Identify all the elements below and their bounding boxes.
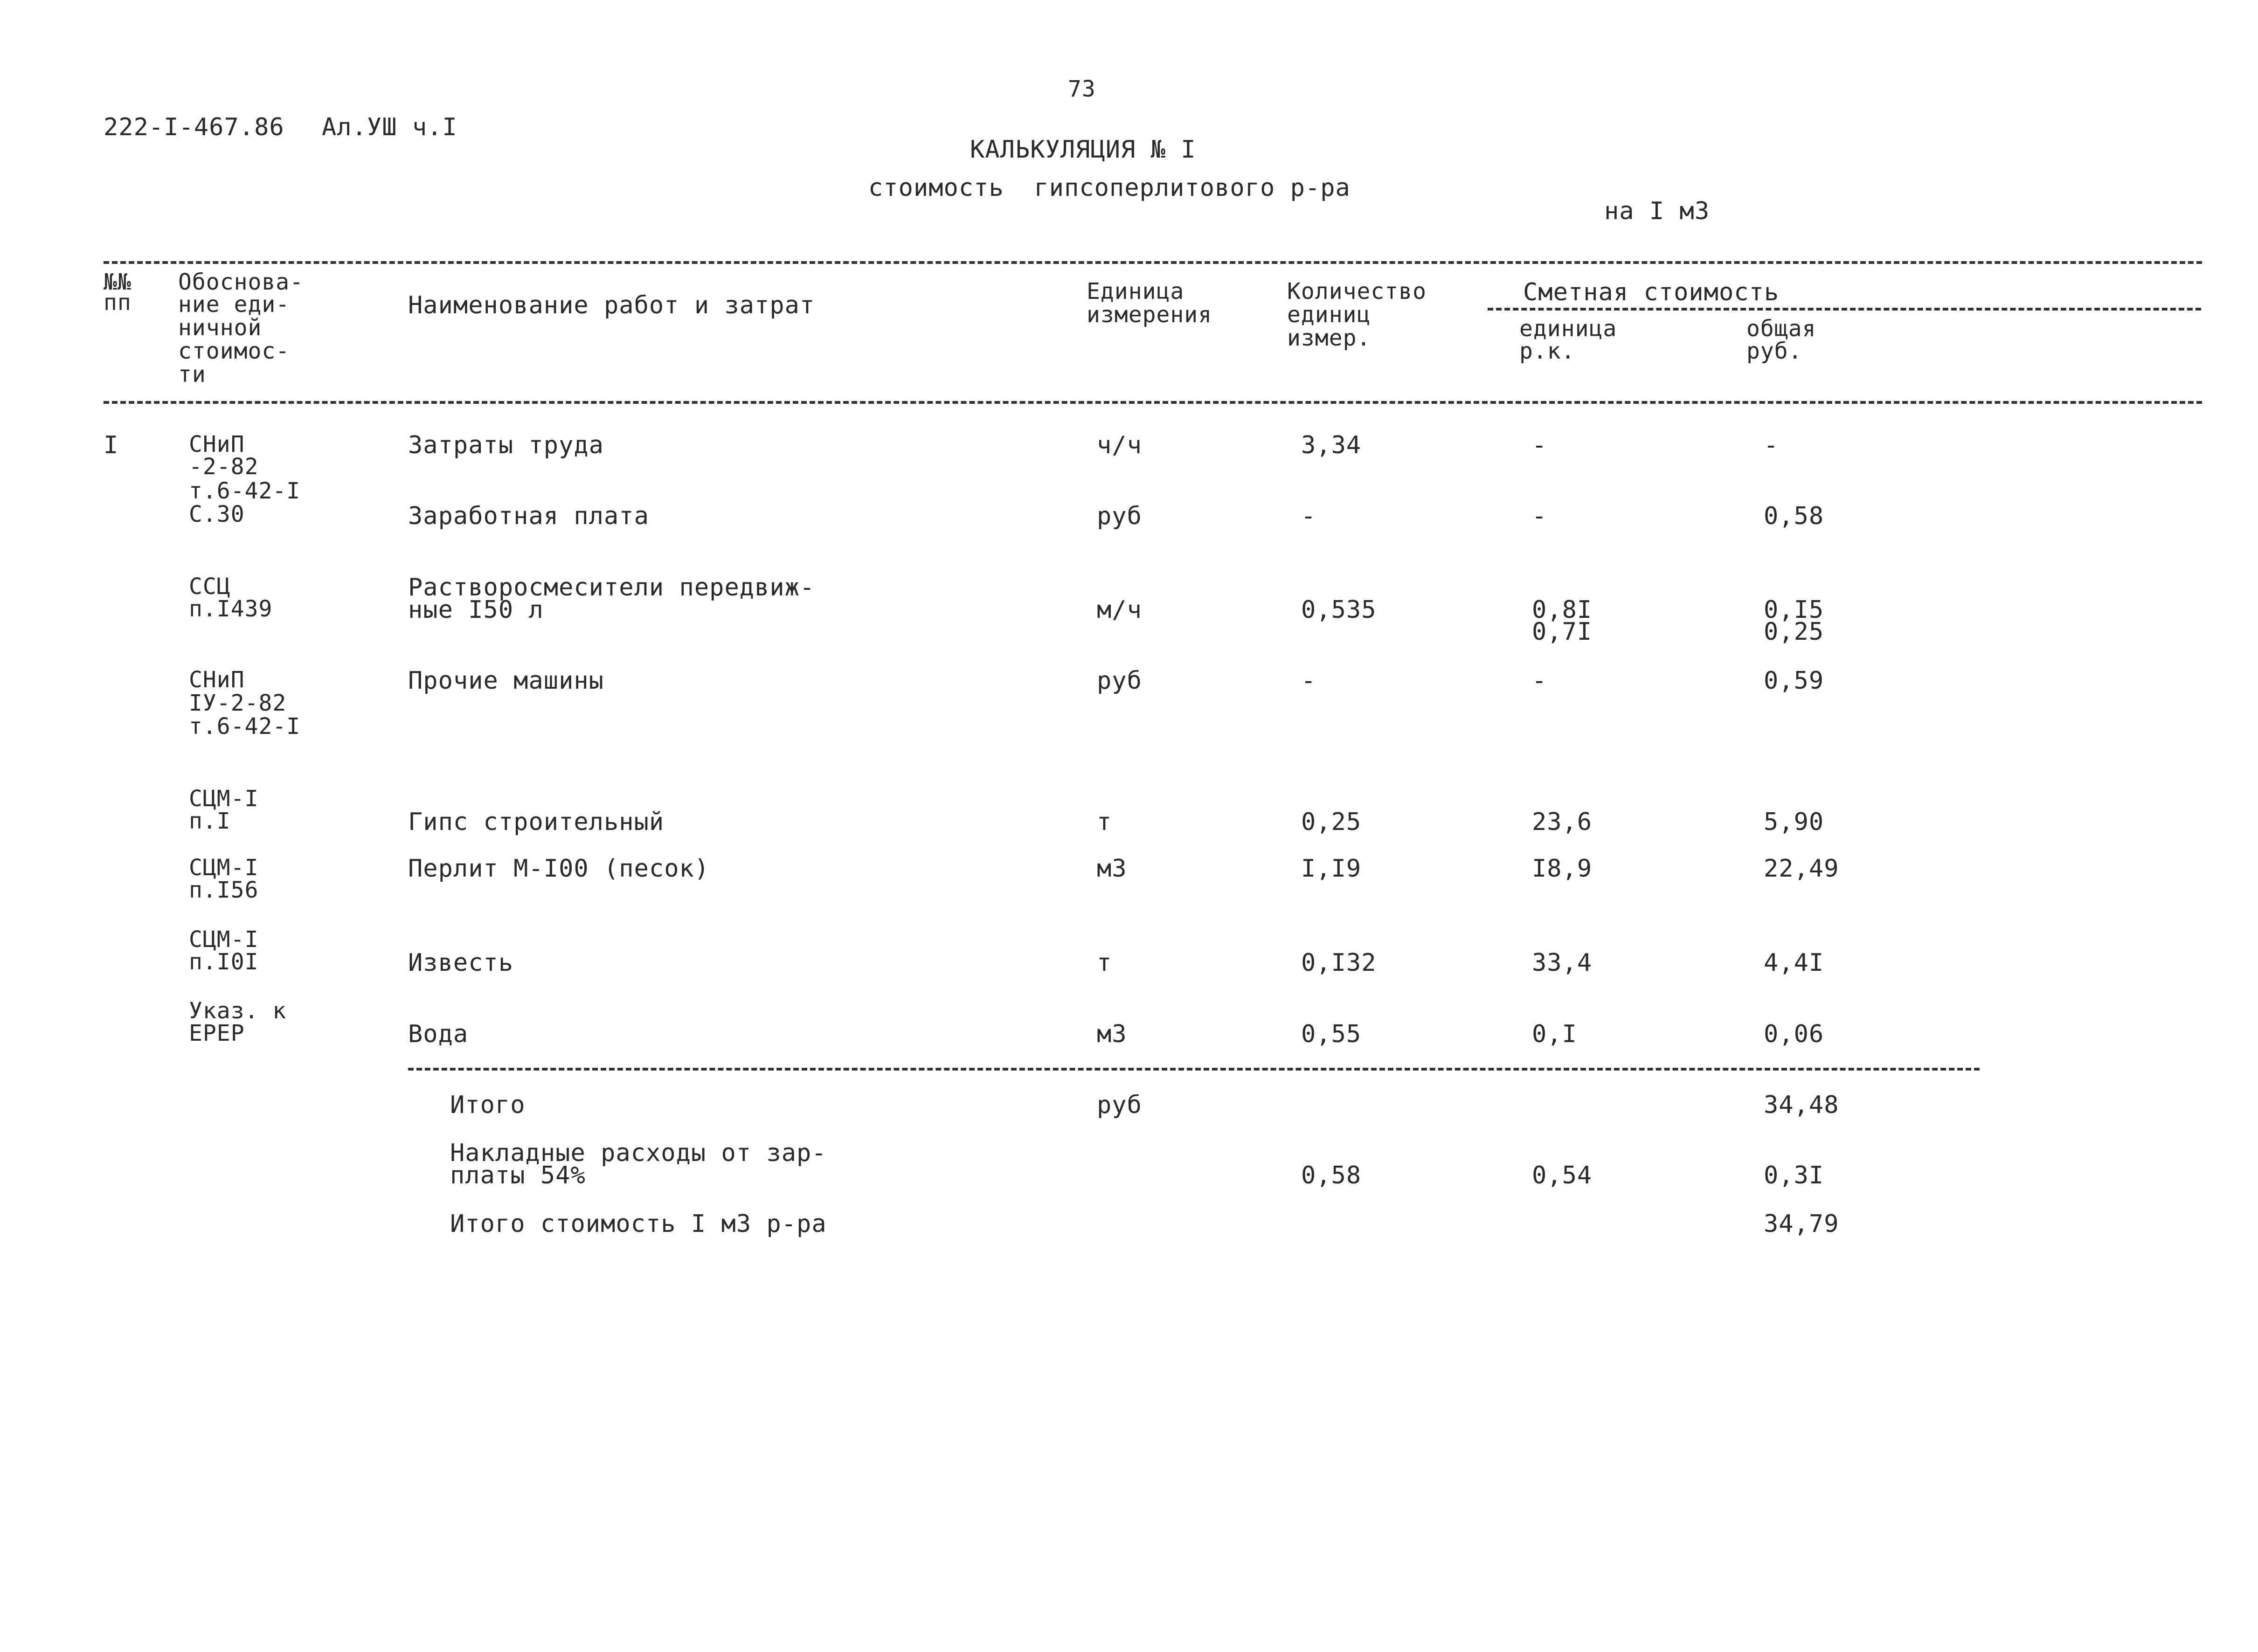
row-total: 0,06 xyxy=(1764,1020,1824,1048)
header-text: общая xyxy=(1746,316,1816,342)
row-unit-price: 33,4 xyxy=(1532,949,1593,977)
page-subtitle: стоимость гипсоперлитового р-ра xyxy=(868,174,1351,202)
row-name: Перлит М-I00 (песок) xyxy=(408,855,710,883)
totals-total: 0,3I xyxy=(1764,1161,1824,1189)
row-unit: м/ч xyxy=(1097,596,1142,624)
row-unit-price: 0,7I xyxy=(1532,618,1593,646)
row-quantity: 0,I32 xyxy=(1301,949,1377,977)
row-name: ные I50 л xyxy=(408,596,544,624)
row-name: Вода xyxy=(408,1020,469,1048)
row-basis: СЦМ-I xyxy=(189,855,259,881)
header-text: измер. xyxy=(1287,325,1371,351)
page-title: КАЛЬКУЛЯЦИЯ № I xyxy=(970,136,1196,164)
row-unit: руб xyxy=(1097,667,1142,695)
row-name: Растворосмесители передвиж- xyxy=(408,574,815,601)
header-text: ние еди- xyxy=(178,291,290,318)
row-quantity: 0,535 xyxy=(1301,596,1377,624)
row-unit: м3 xyxy=(1097,855,1127,883)
row-basis: IУ-2-82 xyxy=(189,690,287,716)
row-basis: п.I xyxy=(189,808,231,834)
header-text: измерения xyxy=(1087,302,1212,328)
row-unit: руб xyxy=(1097,502,1142,530)
totals-unit-price: 0,54 xyxy=(1532,1161,1593,1189)
row-quantity: - xyxy=(1301,667,1316,695)
row-total: - xyxy=(1764,431,1779,459)
row-unit-price: 23,6 xyxy=(1532,808,1593,836)
header-col-name: Наименование работ и затрат xyxy=(408,291,815,319)
header-text: №№ xyxy=(104,269,132,295)
row-quantity: 0,25 xyxy=(1301,808,1362,836)
totals-quantity: 0,58 xyxy=(1301,1161,1362,1189)
row-name: Затраты труда xyxy=(408,431,604,459)
row-basis: т.6-42-I xyxy=(189,478,301,504)
row-basis: СЦМ-I xyxy=(189,926,259,953)
page-number: 73 xyxy=(1068,76,1096,102)
row-unit-price: 0,I xyxy=(1532,1020,1577,1048)
row-total: 0,25 xyxy=(1764,618,1824,646)
row-quantity: I,I9 xyxy=(1301,855,1362,883)
row-unit-price: - xyxy=(1532,502,1547,530)
header-text: единиц xyxy=(1287,302,1371,328)
header-text: Единица xyxy=(1087,278,1184,304)
row-total: 4,4I xyxy=(1764,949,1824,977)
row-unit-price: - xyxy=(1532,667,1547,695)
row-name: Прочие машины xyxy=(408,667,604,695)
header-text: стоимос- xyxy=(178,338,290,364)
row-name: Гипс строительный xyxy=(408,808,665,836)
header-text: пп xyxy=(104,290,132,316)
row-unit-price: - xyxy=(1532,431,1547,459)
row-name: Заработная плата xyxy=(408,502,649,530)
row-basis: т.6-42-I xyxy=(189,713,301,740)
totals-name: Итого xyxy=(450,1091,526,1119)
row-unit-price: 0,8I xyxy=(1532,596,1593,624)
header-text: Количество xyxy=(1287,278,1427,304)
header-text: руб. xyxy=(1746,338,1802,364)
row-basis: п.I0I xyxy=(189,949,259,975)
row-number: I xyxy=(104,431,119,459)
row-quantity: 3,34 xyxy=(1301,431,1362,459)
row-quantity: - xyxy=(1301,502,1316,530)
totals-total: 34,48 xyxy=(1764,1091,1839,1119)
header-text: р.к. xyxy=(1519,338,1575,364)
row-total: 5,90 xyxy=(1764,808,1824,836)
header-text: единица xyxy=(1519,316,1617,342)
header-text: Обоснова- xyxy=(178,269,304,295)
document-code: 222-I-467.86 xyxy=(104,113,284,141)
row-name: Известь xyxy=(408,949,514,977)
row-basis: Указ. к xyxy=(189,998,287,1024)
row-unit: т xyxy=(1097,808,1112,836)
row-unit: т xyxy=(1097,949,1112,977)
totals-rule xyxy=(408,1068,1980,1071)
row-unit-price: I8,9 xyxy=(1532,855,1593,883)
album-reference: Ал.УШ ч.I xyxy=(322,113,457,141)
row-total: 0,58 xyxy=(1764,502,1824,530)
row-unit: м3 xyxy=(1097,1020,1127,1048)
totals-unit: руб xyxy=(1097,1091,1142,1119)
row-basis: -2-82 xyxy=(189,454,259,480)
unit-note: на I м3 xyxy=(1604,197,1710,225)
header-top-rule xyxy=(104,261,2202,264)
row-total: 0,59 xyxy=(1764,667,1824,695)
row-basis: п.I439 xyxy=(189,596,273,622)
row-basis: СЦМ-I xyxy=(189,786,259,812)
row-quantity: 0,55 xyxy=(1301,1020,1362,1048)
totals-total: 34,79 xyxy=(1764,1210,1839,1238)
row-basis: СНиП xyxy=(189,667,245,693)
row-basis: ССЦ xyxy=(189,574,231,600)
header-text: ничной xyxy=(178,315,262,341)
totals-name: Итого стоимость I м3 р-ра xyxy=(450,1210,827,1238)
header-text: ти xyxy=(178,361,206,387)
row-basis: СНиП xyxy=(189,431,245,457)
row-total: 0,I5 xyxy=(1764,596,1824,624)
header-col-cost: Сметная стоимость xyxy=(1519,281,1783,304)
totals-name: Накладные расходы от зар- xyxy=(450,1139,827,1167)
row-basis: С.30 xyxy=(189,501,245,527)
header-bottom-rule xyxy=(104,401,2202,404)
row-basis: ЕРЕР xyxy=(189,1020,245,1046)
row-total: 22,49 xyxy=(1764,855,1839,883)
totals-name: платы 54% xyxy=(450,1161,586,1189)
cost-group-rule xyxy=(1488,308,2201,311)
row-unit: ч/ч xyxy=(1097,431,1142,459)
row-basis: п.I56 xyxy=(189,877,259,903)
